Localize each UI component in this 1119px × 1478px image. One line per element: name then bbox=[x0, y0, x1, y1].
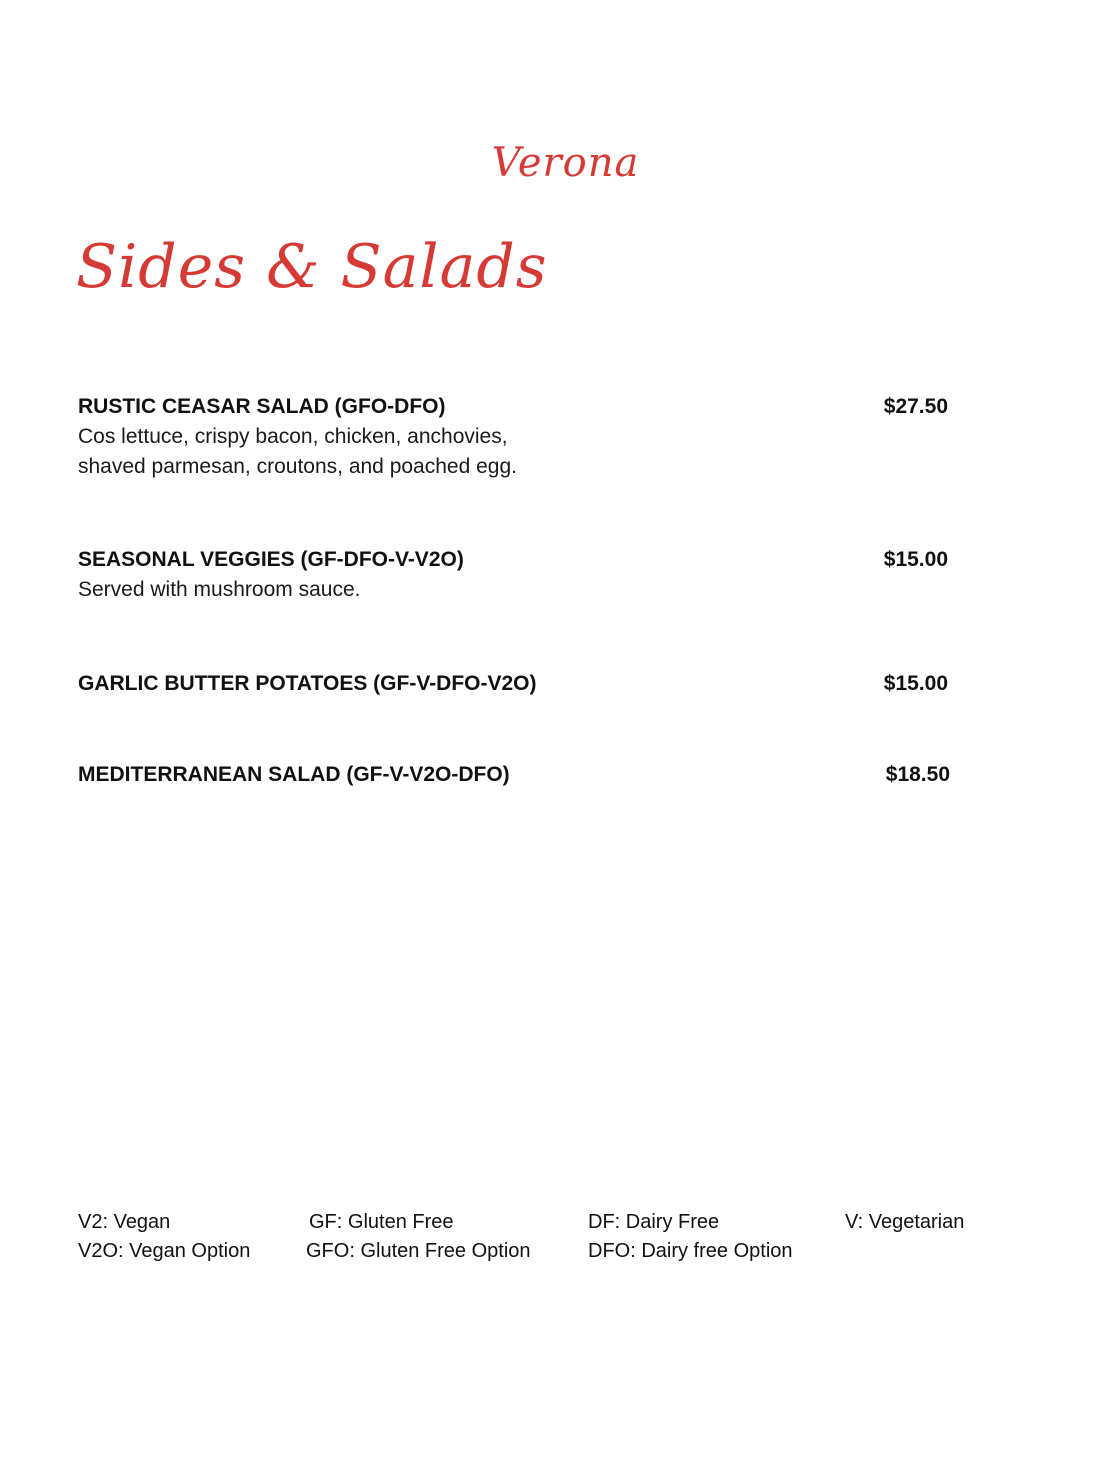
brand-name: Verona bbox=[491, 140, 640, 186]
menu-item-description: Cos lettuce, crispy bacon, chicken, anchovies, bbox=[78, 425, 508, 448]
legend-entry: V2: Vegan bbox=[78, 1211, 171, 1233]
menu-item-name: RUSTIC CEASAR SALAD (GFO-DFO) bbox=[78, 395, 446, 418]
legend-column bbox=[306, 1208, 531, 1266]
menu-item-price: $15.00 bbox=[883, 672, 948, 695]
menu-item-price: $27.50 bbox=[883, 395, 948, 418]
menu-item-name: GARLIC BUTTER POTATOES (GF-V-DFO-V2O) bbox=[78, 672, 537, 695]
menu-item bbox=[78, 760, 958, 790]
menu-item-price: $15.00 bbox=[883, 548, 948, 571]
menu-item-price: $18.50 bbox=[885, 763, 950, 786]
legend-entry: V2O: Vegan Option bbox=[78, 1240, 251, 1262]
legend-entry: DF: Dairy Free bbox=[588, 1211, 720, 1233]
legend-entry: GF: Gluten Free bbox=[309, 1211, 454, 1233]
legend-column bbox=[78, 1208, 250, 1266]
menu-item-name: MEDITERRANEAN SALAD (GF-V-V2O-DFO) bbox=[78, 763, 510, 786]
menu-item-description: shaved parmesan, croutons, and poached egg. bbox=[78, 455, 517, 478]
section-title: Sides & Salads bbox=[76, 232, 548, 302]
menu-item bbox=[78, 545, 958, 605]
menu-item-name: SEASONAL VEGGIES (GF-DFO-V-V2O) bbox=[78, 548, 464, 571]
menu-item bbox=[78, 669, 958, 699]
legend-column bbox=[588, 1208, 793, 1266]
menu-item bbox=[78, 392, 958, 482]
legend-entry: V: Vegetarian bbox=[845, 1211, 965, 1233]
legend-column bbox=[845, 1208, 964, 1237]
legend-entry: GFO: Gluten Free Option bbox=[306, 1240, 531, 1262]
menu-item-description: Served with mushroom sauce. bbox=[78, 578, 361, 601]
legend-entry: DFO: Dairy free Option bbox=[588, 1240, 793, 1262]
